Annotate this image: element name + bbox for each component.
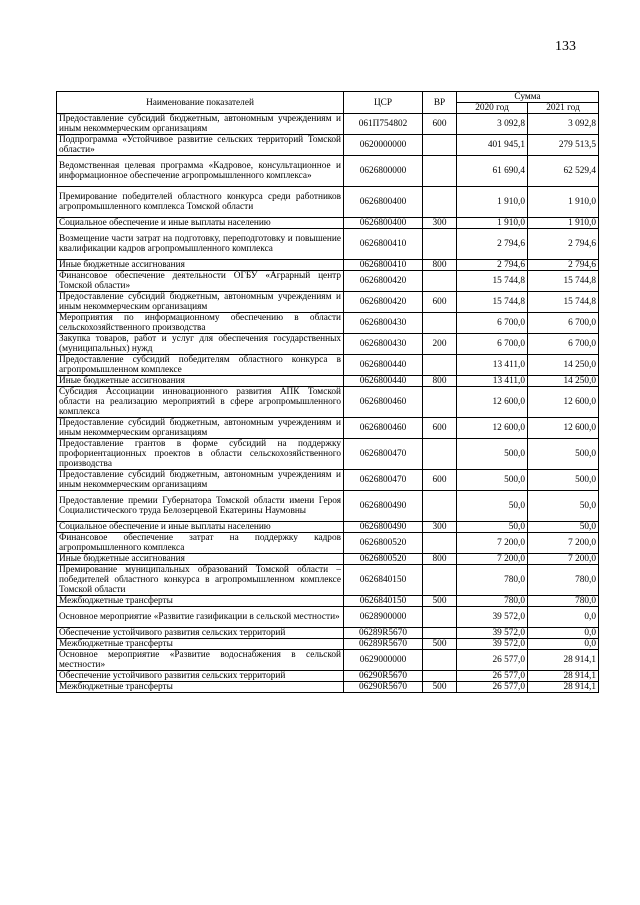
row-name-cell: Основное мероприятие «Развитие водоснабжения в сельской местности» xyxy=(57,650,344,671)
table-row xyxy=(57,671,599,682)
row-2020-cell: 50,0 xyxy=(457,491,528,522)
page-number: 133 xyxy=(555,39,576,54)
row-2021-cell: 780,0 xyxy=(528,565,599,596)
row-2020-cell: 3 092,8 xyxy=(457,114,528,135)
row-name-cell: Предоставление премии Губернатора Томской области имени Героя Социалистического труда Белозерцевой Екатерины Наумовны xyxy=(57,491,344,522)
row-2020-cell: 50,0 xyxy=(457,522,528,533)
row-2020-cell: 1 910,0 xyxy=(457,187,528,218)
row-name-cell: Иные бюджетные ассигнования xyxy=(57,376,344,387)
table-row xyxy=(57,470,599,491)
row-vr-cell: 800 xyxy=(423,260,457,271)
row-csr-cell: 0626800440 xyxy=(344,355,423,376)
row-vr-cell: 200 xyxy=(423,334,457,355)
row-name-cell: Предоставление субсидий бюджетным, автономным учреждениям и иным некоммерческим организациям xyxy=(57,114,344,135)
row-csr-cell: 0626800400 xyxy=(344,218,423,229)
row-csr-cell: 0626800440 xyxy=(344,376,423,387)
row-csr-cell: 0626800490 xyxy=(344,491,423,522)
row-2021-cell: 0,0 xyxy=(528,607,599,628)
row-2020-cell: 15 744,8 xyxy=(457,292,528,313)
table-row xyxy=(57,156,599,187)
row-2021-cell: 500,0 xyxy=(528,470,599,491)
row-2021-cell: 7 200,0 xyxy=(528,554,599,565)
table-row xyxy=(57,292,599,313)
table-row xyxy=(57,334,599,355)
row-2021-cell: 0,0 xyxy=(528,628,599,639)
row-2021-cell: 50,0 xyxy=(528,522,599,533)
row-vr-cell xyxy=(423,229,457,260)
row-2020-cell: 401 945,1 xyxy=(457,135,528,156)
row-2021-cell: 15 744,8 xyxy=(528,271,599,292)
row-2020-cell: 12 600,0 xyxy=(457,418,528,439)
row-name-cell: Обеспечение устойчивого развития сельских территорий xyxy=(57,671,344,682)
row-2020-cell: 780,0 xyxy=(457,596,528,607)
table-row xyxy=(57,596,599,607)
row-csr-cell: 061П754802 xyxy=(344,114,423,135)
row-2021-cell: 12 600,0 xyxy=(528,387,599,418)
row-csr-cell: 0626800000 xyxy=(344,156,423,187)
row-2021-cell: 62 529,4 xyxy=(528,156,599,187)
row-2020-cell: 500,0 xyxy=(457,439,528,470)
row-2020-cell: 500,0 xyxy=(457,470,528,491)
table-row xyxy=(57,439,599,470)
row-2021-cell: 28 914,1 xyxy=(528,682,599,693)
row-2021-cell: 15 744,8 xyxy=(528,292,599,313)
row-2020-cell: 15 744,8 xyxy=(457,271,528,292)
row-name-cell: Предоставление субсидий бюджетным, автономным учреждениям и иным некоммерческим организациям xyxy=(57,418,344,439)
row-name-cell: Предоставление грантов в форме субсидий на поддержку профориентационных проектов в области сельскохозяйственного производства xyxy=(57,439,344,470)
row-vr-cell: 800 xyxy=(423,376,457,387)
row-vr-cell xyxy=(423,650,457,671)
row-name-cell: Межбюджетные трансферты xyxy=(57,596,344,607)
row-name-cell: Субсидия Ассоциации инновационного развития АПК Томской области на реализацию мероприятий в сфере агропромышленного комплекса xyxy=(57,387,344,418)
table-row xyxy=(57,533,599,554)
row-csr-cell: 06290R5670 xyxy=(344,671,423,682)
row-name-cell: Ведомственная целевая программа «Кадровое, консультационное и информационное обеспечение агропромышленного комплекса» xyxy=(57,156,344,187)
row-name-cell: Финансовое обеспечение затрат на поддержку кадров агропромышленного комплекса xyxy=(57,533,344,554)
table-row xyxy=(57,565,599,596)
header-sum: Сумма xyxy=(457,92,599,103)
row-2021-cell: 3 092,8 xyxy=(528,114,599,135)
row-vr-cell xyxy=(423,135,457,156)
row-vr-cell xyxy=(423,313,457,334)
table-body xyxy=(57,114,599,693)
row-2021-cell: 780,0 xyxy=(528,596,599,607)
row-2020-cell: 13 411,0 xyxy=(457,376,528,387)
row-csr-cell: 0626800460 xyxy=(344,418,423,439)
row-name-cell: Премирование победителей областного конкурса среди работников агропромышленного комплекса Томской области xyxy=(57,187,344,218)
row-name-cell: Межбюджетные трансферты xyxy=(57,682,344,693)
header-year-2021: 2021 год xyxy=(528,103,599,114)
row-vr-cell: 500 xyxy=(423,682,457,693)
table-row xyxy=(57,135,599,156)
header-vr: ВР xyxy=(423,92,457,114)
table-row xyxy=(57,650,599,671)
row-2020-cell: 39 572,0 xyxy=(457,639,528,650)
table-row xyxy=(57,313,599,334)
row-name-cell: Иные бюджетные ассигнования xyxy=(57,260,344,271)
row-vr-cell: 600 xyxy=(423,418,457,439)
row-csr-cell: 06289R5670 xyxy=(344,628,423,639)
table-row xyxy=(57,387,599,418)
row-name-cell: Иные бюджетные ассигнования xyxy=(57,554,344,565)
row-name-cell: Премирование муниципальных образований Томской области – победителей областного конкурса в агропромышленном комплексе Томской области xyxy=(57,565,344,596)
row-2020-cell: 2 794,6 xyxy=(457,260,528,271)
row-vr-cell xyxy=(423,491,457,522)
row-vr-cell xyxy=(423,607,457,628)
row-name-cell: Основное мероприятие «Развитие газификации в сельской местности» xyxy=(57,607,344,628)
row-2020-cell: 2 794,6 xyxy=(457,229,528,260)
row-2021-cell: 500,0 xyxy=(528,439,599,470)
table-row xyxy=(57,187,599,218)
table-row xyxy=(57,418,599,439)
row-csr-cell: 0626800410 xyxy=(344,229,423,260)
header-year-2020: 2020 год xyxy=(457,103,528,114)
row-vr-cell xyxy=(423,187,457,218)
table-row xyxy=(57,522,599,533)
header-csr: ЦСР xyxy=(344,92,423,114)
row-csr-cell: 0626800470 xyxy=(344,439,423,470)
row-2021-cell: 1 910,0 xyxy=(528,187,599,218)
table-row xyxy=(57,607,599,628)
row-vr-cell xyxy=(423,355,457,376)
row-2021-cell: 12 600,0 xyxy=(528,418,599,439)
row-2021-cell: 6 700,0 xyxy=(528,313,599,334)
table-row xyxy=(57,639,599,650)
row-vr-cell: 600 xyxy=(423,114,457,135)
row-name-cell: Подпрограмма «Устойчивое развитие сельских территорий Томской области» xyxy=(57,135,344,156)
row-2020-cell: 780,0 xyxy=(457,565,528,596)
row-2020-cell: 26 577,0 xyxy=(457,650,528,671)
row-vr-cell xyxy=(423,565,457,596)
row-name-cell: Социальное обеспечение и иные выплаты населению xyxy=(57,522,344,533)
row-name-cell: Обеспечение устойчивого развития сельских территорий xyxy=(57,628,344,639)
row-csr-cell: 0626800520 xyxy=(344,533,423,554)
row-2021-cell: 1 910,0 xyxy=(528,218,599,229)
row-2020-cell: 13 411,0 xyxy=(457,355,528,376)
table-row xyxy=(57,218,599,229)
row-vr-cell xyxy=(423,156,457,187)
row-csr-cell: 0626800460 xyxy=(344,387,423,418)
table-row xyxy=(57,376,599,387)
row-vr-cell xyxy=(423,439,457,470)
row-2021-cell: 50,0 xyxy=(528,491,599,522)
row-2020-cell: 26 577,0 xyxy=(457,682,528,693)
row-2021-cell: 28 914,1 xyxy=(528,650,599,671)
row-vr-cell: 300 xyxy=(423,522,457,533)
table-row xyxy=(57,271,599,292)
row-vr-cell: 300 xyxy=(423,218,457,229)
row-2020-cell: 39 572,0 xyxy=(457,628,528,639)
row-csr-cell: 0626800420 xyxy=(344,292,423,313)
row-csr-cell: 0626800410 xyxy=(344,260,423,271)
row-vr-cell xyxy=(423,628,457,639)
row-vr-cell xyxy=(423,533,457,554)
row-vr-cell: 800 xyxy=(423,554,457,565)
table-row xyxy=(57,355,599,376)
row-csr-cell: 0629000000 xyxy=(344,650,423,671)
table-row xyxy=(57,114,599,135)
table-row xyxy=(57,628,599,639)
row-name-cell: Финансовое обеспечение деятельности ОГБУ «Аграрный центр Томской области» xyxy=(57,271,344,292)
row-vr-cell xyxy=(423,387,457,418)
budget-table xyxy=(56,91,599,693)
row-2021-cell: 2 794,6 xyxy=(528,260,599,271)
row-vr-cell: 600 xyxy=(423,470,457,491)
row-csr-cell: 0626840150 xyxy=(344,596,423,607)
row-csr-cell: 0620000000 xyxy=(344,135,423,156)
table-row xyxy=(57,229,599,260)
table-row xyxy=(57,260,599,271)
row-2021-cell: 14 250,0 xyxy=(528,355,599,376)
row-vr-cell: 500 xyxy=(423,639,457,650)
table-row xyxy=(57,554,599,565)
row-2021-cell: 0,0 xyxy=(528,639,599,650)
row-vr-cell xyxy=(423,671,457,682)
row-2021-cell: 14 250,0 xyxy=(528,376,599,387)
row-csr-cell: 0626800490 xyxy=(344,522,423,533)
row-name-cell: Социальное обеспечение и иные выплаты населению xyxy=(57,218,344,229)
table-header xyxy=(57,92,599,114)
row-2021-cell: 279 513,5 xyxy=(528,135,599,156)
row-name-cell: Возмещение части затрат на подготовку, переподготовку и повышение квалификации кадров агропромышленного комплекса xyxy=(57,229,344,260)
row-2020-cell: 7 200,0 xyxy=(457,533,528,554)
row-vr-cell xyxy=(423,271,457,292)
row-name-cell: Межбюджетные трансферты xyxy=(57,639,344,650)
row-csr-cell: 0626800520 xyxy=(344,554,423,565)
row-csr-cell: 06289R5670 xyxy=(344,639,423,650)
row-csr-cell: 0626840150 xyxy=(344,565,423,596)
row-2021-cell: 7 200,0 xyxy=(528,533,599,554)
row-2020-cell: 61 690,4 xyxy=(457,156,528,187)
table-row xyxy=(57,682,599,693)
row-name-cell: Мероприятия по информационному обеспечению в области сельскохозяйственного производства xyxy=(57,313,344,334)
row-name-cell: Предоставление субсидий бюджетным, автономным учреждениям и иным некоммерческим организациям xyxy=(57,470,344,491)
row-vr-cell: 600 xyxy=(423,292,457,313)
row-2020-cell: 26 577,0 xyxy=(457,671,528,682)
row-csr-cell: 0626800400 xyxy=(344,187,423,218)
row-2021-cell: 28 914,1 xyxy=(528,671,599,682)
row-2020-cell: 6 700,0 xyxy=(457,334,528,355)
row-vr-cell: 500 xyxy=(423,596,457,607)
row-csr-cell: 0628900000 xyxy=(344,607,423,628)
row-csr-cell: 0626800430 xyxy=(344,334,423,355)
header-name: Наименование показателей xyxy=(57,92,344,114)
row-2020-cell: 1 910,0 xyxy=(457,218,528,229)
row-csr-cell: 06290R5670 xyxy=(344,682,423,693)
row-2020-cell: 39 572,0 xyxy=(457,607,528,628)
table-row xyxy=(57,491,599,522)
row-name-cell: Закупка товаров, работ и услуг для обеспечения государственных (муниципальных) нужд xyxy=(57,334,344,355)
row-2021-cell: 6 700,0 xyxy=(528,334,599,355)
row-csr-cell: 0626800430 xyxy=(344,313,423,334)
row-name-cell: Предоставление субсидий победителям областного конкурса в агропромышленном комплексе xyxy=(57,355,344,376)
row-name-cell: Предоставление субсидий бюджетным, автономным учреждениям и иным некоммерческим организациям xyxy=(57,292,344,313)
row-2021-cell: 2 794,6 xyxy=(528,229,599,260)
row-csr-cell: 0626800470 xyxy=(344,470,423,491)
row-2020-cell: 7 200,0 xyxy=(457,554,528,565)
row-csr-cell: 0626800420 xyxy=(344,271,423,292)
row-2020-cell: 6 700,0 xyxy=(457,313,528,334)
row-2020-cell: 12 600,0 xyxy=(457,387,528,418)
